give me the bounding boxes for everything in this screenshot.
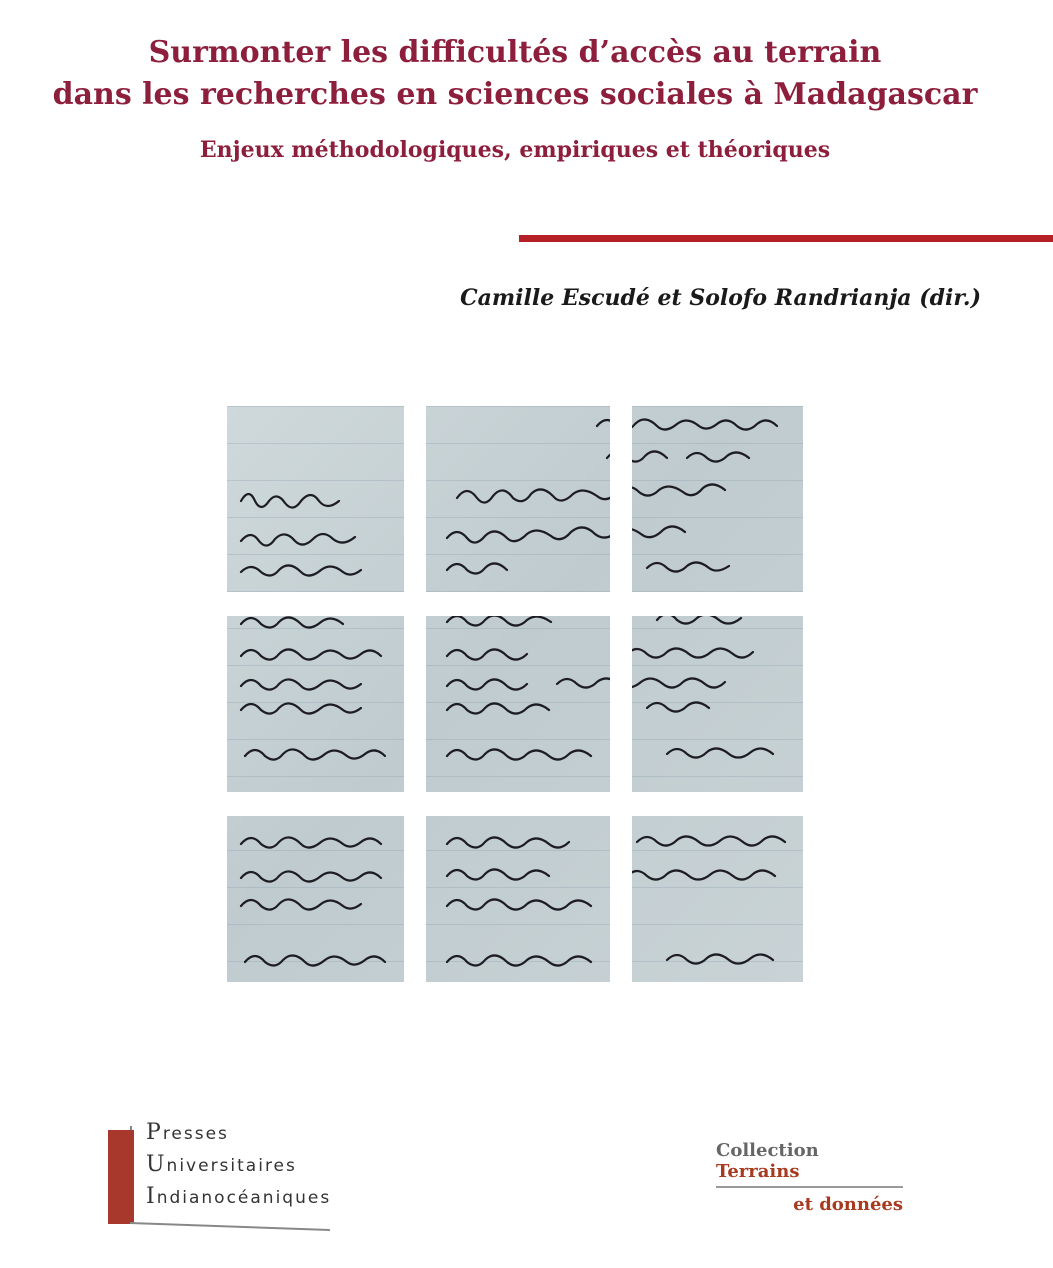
book-title-line-2: dans les recherches en sciences sociales à Madagascar — [52, 77, 978, 112]
collection-word: Collection — [716, 1140, 819, 1161]
handwriting-scribbles — [227, 406, 803, 982]
book-title-line-1: Surmonter les difficultés d’accès au terrain — [148, 35, 882, 70]
red-divider-rule — [519, 235, 1053, 242]
cover-photo-handwritten-notebook — [227, 406, 803, 982]
publisher-name-line-3: Indianocéaniques — [146, 1184, 332, 1209]
book-subtitle: Enjeux méthodologiques, empiriques et théoriques — [199, 137, 831, 163]
collection-separator — [716, 1186, 903, 1188]
grid-gap-vertical-1 — [404, 406, 426, 982]
collection-label — [716, 1140, 903, 1215]
publisher-logo-underline — [130, 1222, 330, 1231]
collection-name: Terrains — [716, 1161, 800, 1182]
book-title — [0, 32, 1030, 116]
publisher-logo — [108, 1118, 338, 1230]
publisher-name-line-2: Universitaires — [146, 1152, 297, 1177]
collection-line-1 — [716, 1140, 903, 1182]
publisher-name-line-1: Presses — [146, 1120, 229, 1145]
grid-gap-horizontal-1 — [227, 592, 803, 616]
grid-gap-horizontal-2 — [227, 792, 803, 816]
grid-gap-vertical-2 — [610, 406, 632, 982]
collection-name-line-2: et données — [793, 1194, 903, 1215]
book-authors: Camille Escudé et Solofo Randrianja (dir.) — [460, 285, 981, 311]
publisher-logo-bar — [108, 1130, 134, 1224]
